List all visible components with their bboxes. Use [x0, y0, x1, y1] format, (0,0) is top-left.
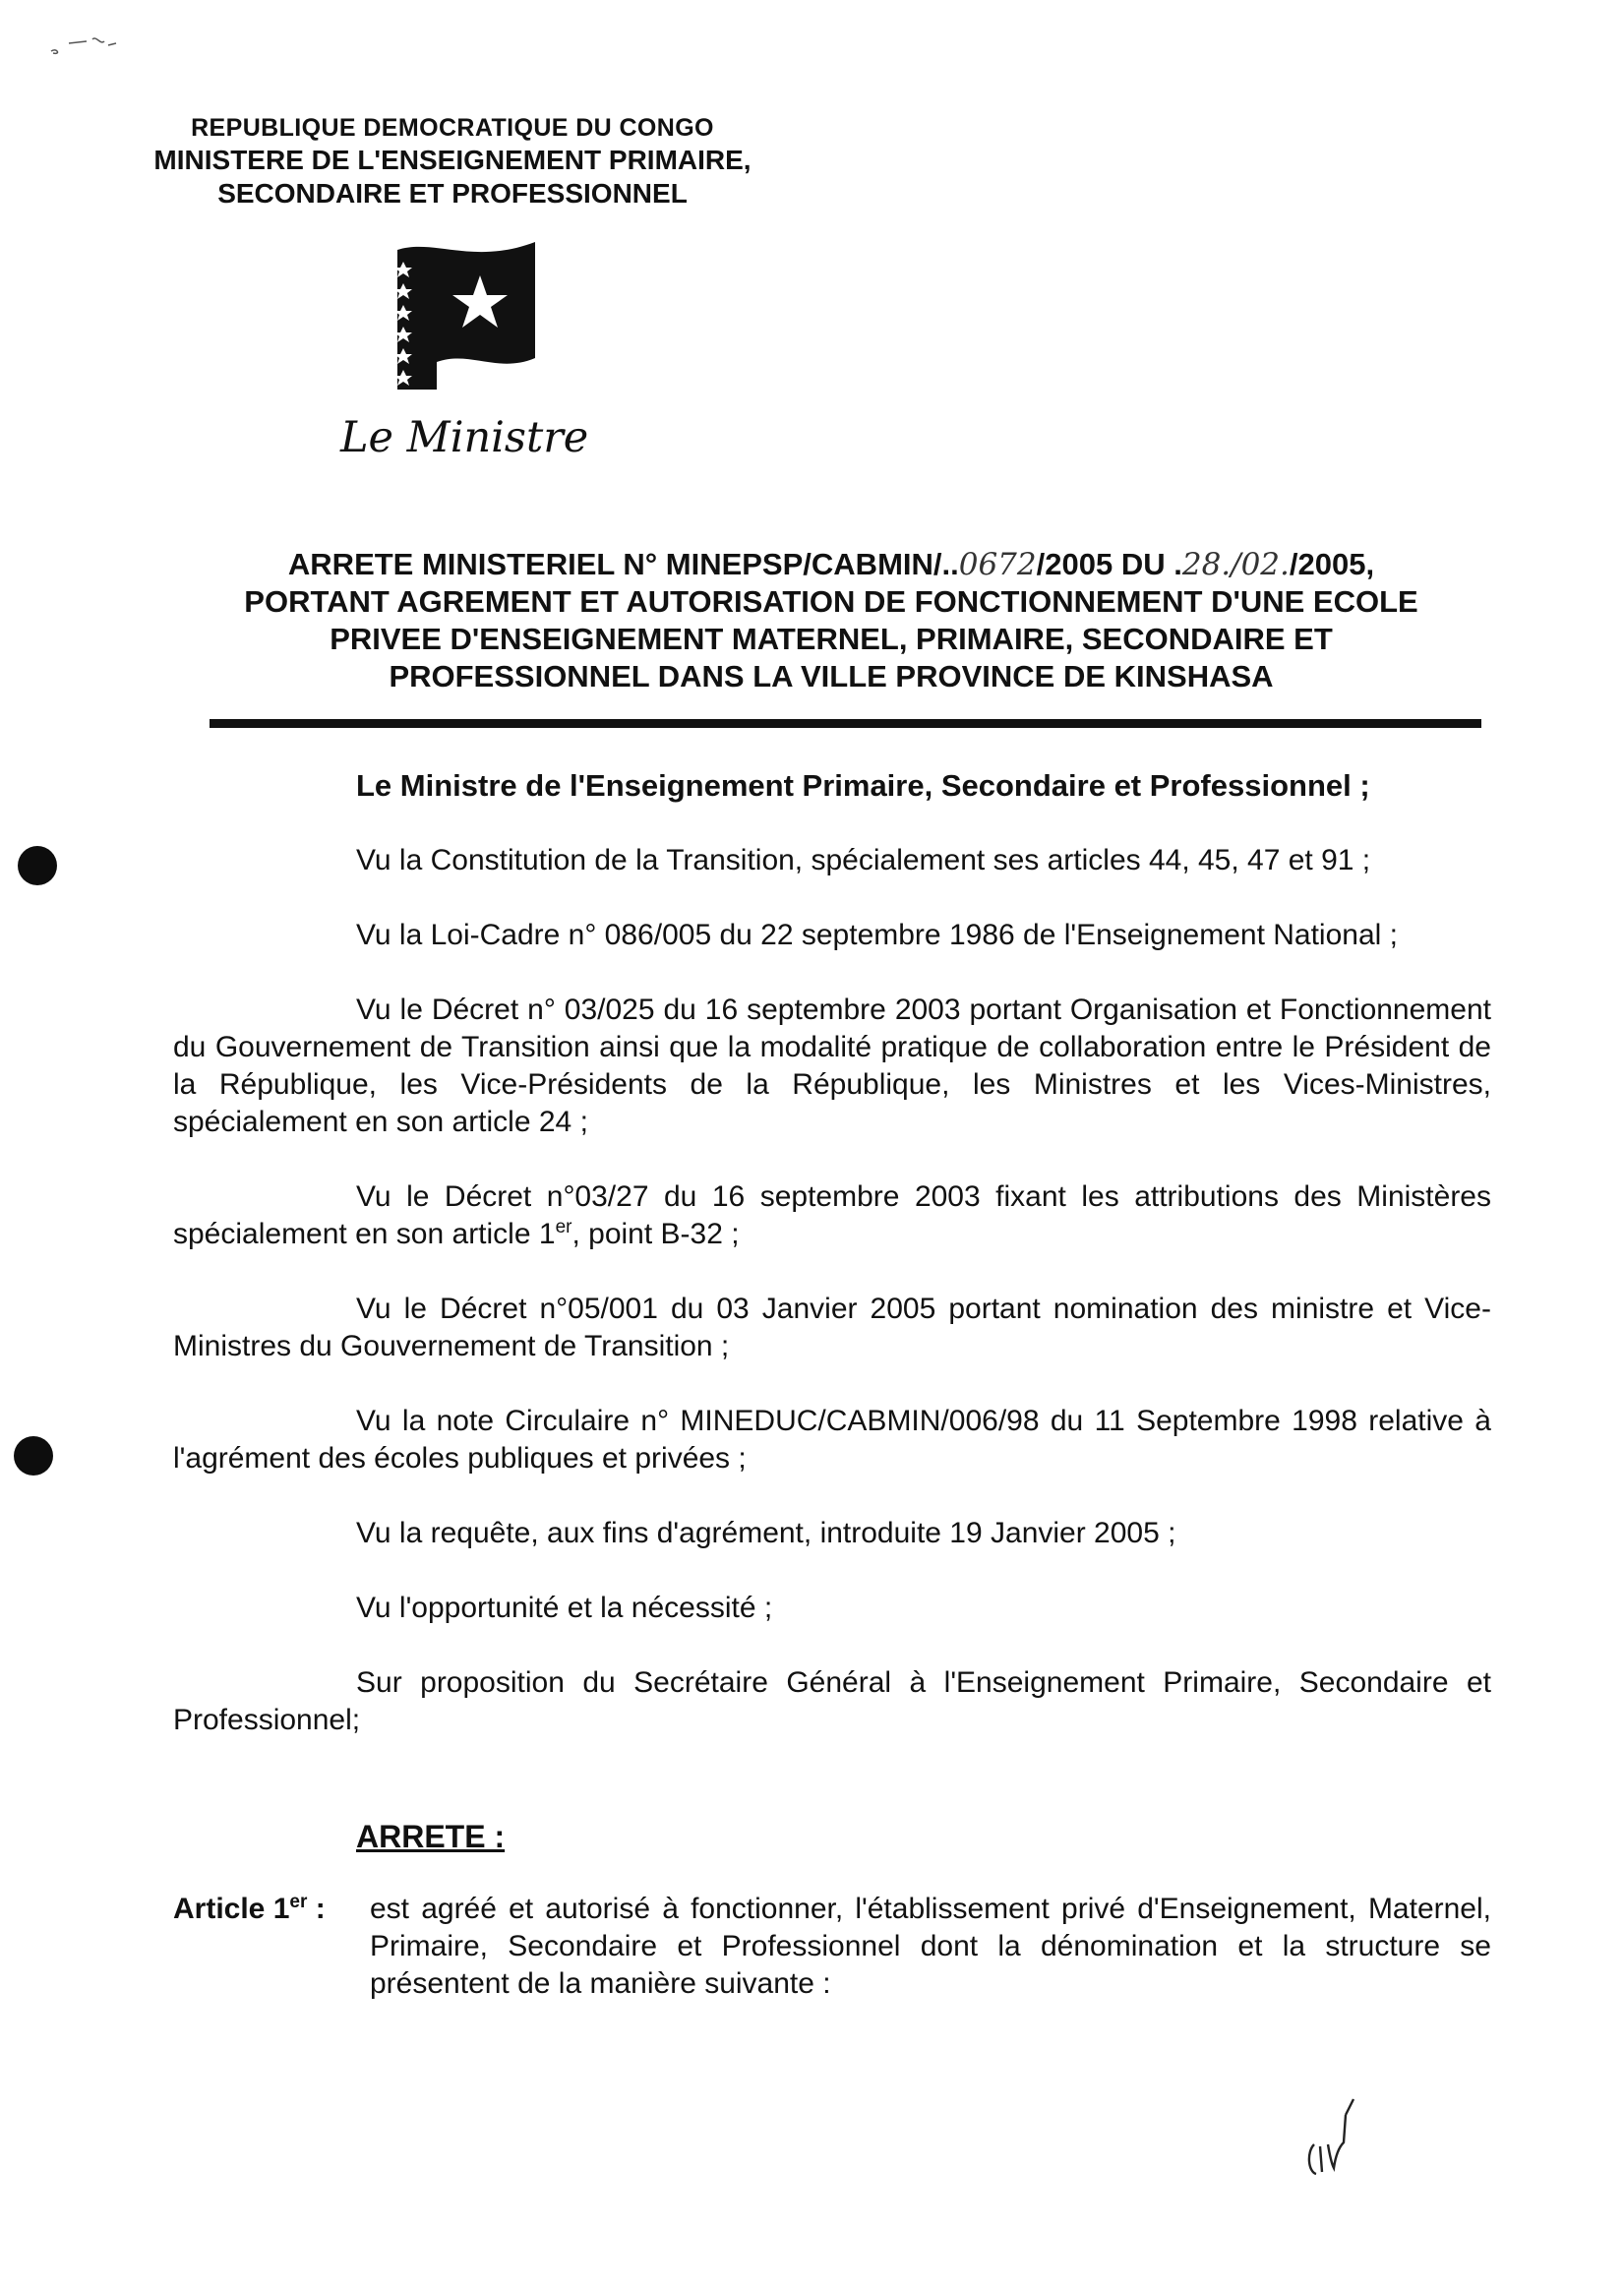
ministry-name-line2: SECONDAIRE ET PROFESSIONNEL [217, 178, 688, 209]
minister-title: Le Ministre [340, 413, 589, 462]
superscript: er [555, 1217, 572, 1237]
recital-text: Vu le Décret n°03/27 du 16 septembre 2003 fixant les attributions des Ministères spécialement en son article 1 [173, 1180, 1491, 1250]
superscript: er [289, 1892, 308, 1912]
arrete-heading: ARRETE : [356, 1819, 506, 1854]
recital-text: , point B-32 ; [571, 1218, 740, 1250]
article-label-colon: : [307, 1893, 326, 1925]
title-text: /2005, [1289, 547, 1375, 581]
decree-number-line [157, 546, 1505, 583]
letterhead [138, 114, 767, 210]
article-1 [173, 1891, 1491, 2003]
recital-loi-cadre: Vu la Loi-Cadre n° 086/005 du 22 septembre 1986 de l'Enseignement National ; [356, 919, 1398, 951]
title-line-3: PRIVEE D'ENSEIGNEMENT MATERNEL, PRIMAIRE, SECONDAIRE ET [330, 622, 1333, 656]
handwritten-initials [1300, 2095, 1359, 2184]
recital-requete: Vu la requête, aux fins d'agrément, introduite 19 Janvier 2005 ; [356, 1517, 1176, 1549]
title-text: ARRETE MINISTERIEL N° MINEPSP/CABMIN/.. [287, 547, 959, 581]
punch-hole [14, 1436, 53, 1476]
decree-body [173, 767, 1491, 2003]
title-line-4: PROFESSIONNEL DANS LA VILLE PROVINCE DE KINSHASA [389, 659, 1274, 693]
recital-opportunite: Vu l'opportunité et la nécessité ; [356, 1592, 773, 1624]
decree-title [157, 546, 1505, 695]
recital-decret-05-001: Vu le Décret n°05/001 du 03 Janvier 2005 portant nomination des ministre et Vice-Ministres du Gouvernement de Transition ; [173, 1293, 1491, 1362]
recital-proposition: Sur proposition du Secrétaire Général à l'Enseignement Primaire, Secondaire et Professionnel; [173, 1666, 1491, 1736]
recital-decret-03-27 [173, 1178, 1491, 1253]
article-label-text: Article 1 [173, 1893, 290, 1925]
preamble-lead: Le Ministre de l'Enseignement Primaire, Secondaire et Professionnel ; [356, 768, 1370, 803]
handwritten-scribble [47, 30, 126, 59]
recital-constitution: Vu la Constitution de la Transition, spécialement ses articles 44, 45, 47 et 91 ; [356, 844, 1371, 876]
title-underline [210, 719, 1481, 728]
article-1-text: est agréé et autorisé à fonctionner, l'établissement privé d'Enseignement, Maternel, Primaire, Secondaire et Professionnel dont la dénomination et la structure se présentent de la manière suivante : [370, 1893, 1491, 2000]
title-line-2: PORTANT AGREMENT ET AUTORISATION DE FONCTIONNEMENT D'UNE ECOLE [244, 584, 1418, 619]
handwritten-number: 0672 [958, 547, 1037, 582]
article-1-label [173, 1891, 370, 2003]
flag-emblem-icon [390, 236, 547, 393]
recital-note-circulaire: Vu la note Circulaire n° MINEDUC/CABMIN/006/98 du 11 Septembre 1998 relative à l'agrément des écoles publiques et privées ; [173, 1405, 1491, 1475]
country-name: REPUBLIQUE DEMOCRATIQUE DU CONGO [191, 114, 714, 142]
punch-hole [18, 846, 57, 885]
recital-decret-03-025: Vu le Décret n° 03/025 du 16 septembre 2003 portant Organisation et Fonctionnement du Gouvernement de Transition ainsi que la modalité pratique de collaboration entre le Président de la République, les Vice-Présidents de la République, les Ministres et les Vices-Ministres, spécialement en son article 24 ; [173, 994, 1491, 1138]
handwritten-date: 28./02. [1181, 547, 1290, 582]
title-text: /2005 DU . [1036, 547, 1182, 581]
ministry-name-line1: MINISTERE DE L'ENSEIGNEMENT PRIMAIRE, [153, 145, 752, 175]
